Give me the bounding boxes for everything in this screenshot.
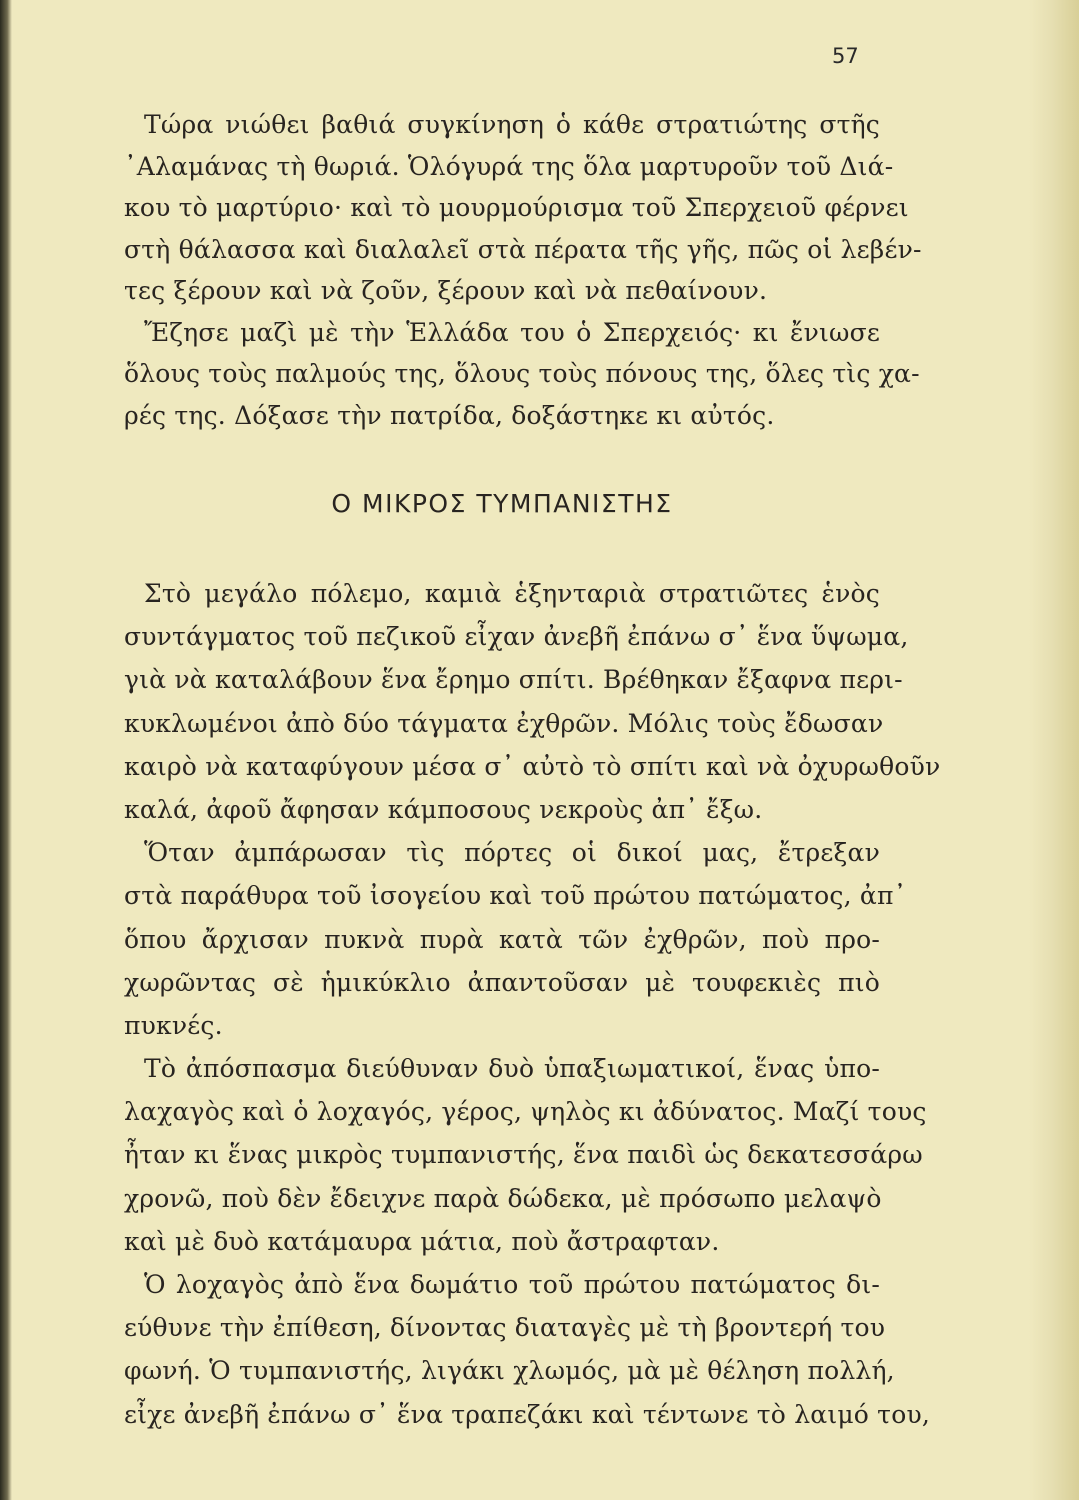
text-line: εύθυνε τὴν ἐπίθεση, δίνοντας διαταγὲς μὲ τὴ βροντερή του xyxy=(124,1313,886,1343)
text-line: Στὸ μεγάλο πόλεμο, καμιὰ ἑξηνταριὰ στρατιῶτες ἑνὸς xyxy=(144,579,880,608)
text-line: Ἔζησε μαζὶ μὲ τὴν Ἑλλάδα του ὁ Σπερχειός· κι ἔνιωσε xyxy=(144,317,880,347)
text-line: Ὅταν ἀμπάρωσαν τὶς πόρτες οἱ δικοί μας, ἔτρεξαν xyxy=(144,838,880,868)
text-line: χωρῶντας σὲ ἡμικύκλιο ἀπαντοῦσαν μὲ τουφεκιὲς πιὸ xyxy=(124,967,880,997)
text-line: χρονῶ, ποὺ δὲν ἔδειχνε παρὰ δώδεκα, μὲ πρόσωπο μελαψὸ xyxy=(124,1183,882,1213)
text-line: ρές της. Δόξασε τὴν πατρίδα, δοξάστηκε κι αὐτός. xyxy=(124,400,775,430)
paragraph-3 xyxy=(124,572,941,831)
text-line: Τώρα νιώθει βαθιά συγκίνηση ὁ κάθε στρατιώτης στῆς xyxy=(144,110,880,139)
page-binding-shadow xyxy=(0,0,12,1500)
paragraph-1 xyxy=(124,104,922,312)
text-line: συντάγματος τοῦ πεζικοῦ εἶχαν ἀνεβῆ ἐπάνω σ᾿ ἕνα ὕψωμα, xyxy=(124,622,909,652)
text-line: ὅλους τοὺς παλμούς της, ὅλους τοὺς πόνους της, ὅλες τὶς χα- xyxy=(124,359,920,388)
text-line: πυκνές. xyxy=(124,1010,223,1040)
text-line: γιὰ νὰ καταλάβουν ἕνα ἔρημο σπίτι. Βρέθηκαν ἔξαφνα περι- xyxy=(124,665,903,695)
paragraph-4 xyxy=(124,831,907,1047)
text-line: στὴ θάλασσα καὶ διαλαλεῖ στὰ πέρατα τῆς γῆς, πῶς οἱ λεβέν- xyxy=(124,234,922,264)
text-line: λαχαγὸς καὶ ὁ λοχαγός, γέρος, ψηλὸς κι ἀδύνατος. Μαζί τους xyxy=(124,1097,927,1127)
page-number: 57 xyxy=(832,44,859,68)
paragraph-5 xyxy=(124,1047,927,1263)
text-line: Ὁ λοχαγὸς ἀπὸ ἕνα δωμάτιο τοῦ πρώτου πατώματος δι- xyxy=(144,1270,880,1299)
text-line: καλά, ἀφοῦ ἄφησαν κάμποσους νεκροὺς ἀπ᾿ ἔξω. xyxy=(124,794,763,824)
text-line: Τὸ ἀπόσπασμα διεύθυναν δυὸ ὑπαξιωματικοί, ἕνας ὑπο- xyxy=(144,1054,880,1084)
text-line: τες ξέρουν καὶ νὰ ζοῦν, ξέρουν καὶ νὰ πεθαίνουν. xyxy=(124,276,768,305)
section-body xyxy=(124,572,941,1436)
text-line: ᾿Αλαμάνας τὴ θωριά. Ὁλόγυρά της ὅλα μαρτυροῦν τοῦ Διά- xyxy=(124,151,894,181)
text-line: ὅπου ἄρχισαν πυκνὰ πυρὰ κατὰ τῶν ἐχθρῶν, ποὺ προ- xyxy=(124,924,880,954)
page-edge xyxy=(1029,0,1079,1500)
text-body xyxy=(124,104,941,1436)
text-line: καὶ μὲ δυὸ κατάμαυρα μάτια, ποὺ ἄστραφταν. xyxy=(124,1226,720,1256)
text-line: κου τὸ μαρτύριο· καὶ τὸ μουρμούρισμα τοῦ Σπερχειοῦ φέρνει xyxy=(124,193,909,222)
text-line: στὰ παράθυρα τοῦ ἰσογείου καὶ τοῦ πρώτου πατώματος, ἀπ᾿ xyxy=(124,881,907,911)
paragraph-6 xyxy=(124,1263,931,1436)
text-line: καιρὸ νὰ καταφύγουν μέσα σ᾿ αὐτὸ τὸ σπίτι καὶ νὰ ὀχυρωθοῦν xyxy=(124,751,941,781)
text-line: εἶχε ἀνεβῆ ἐπάνω σ᾿ ἕνα τραπεζάκι καὶ τέντωνε τὸ λαιμό του, xyxy=(124,1399,931,1429)
text-line: ἦταν κι ἕνας μικρὸς τυμπανιστής, ἕνα παιδὶ ὡς δεκατεσσάρω xyxy=(124,1140,923,1170)
section-heading: Ο ΜΙΚΡΟΣ ΤΥΜΠΑΝΙΣΤΗΣ xyxy=(331,489,673,518)
text-line: φωνή. Ὁ τυμπανιστής, λιγάκι χλωμός, μὰ μὲ θέληση πολλή, xyxy=(124,1356,895,1386)
text-line: κυκλωμένοι ἀπὸ δύο τάγματα ἐχθρῶν. Μόλις τοὺς ἔδωσαν xyxy=(124,708,884,738)
paragraph-2 xyxy=(124,312,920,437)
